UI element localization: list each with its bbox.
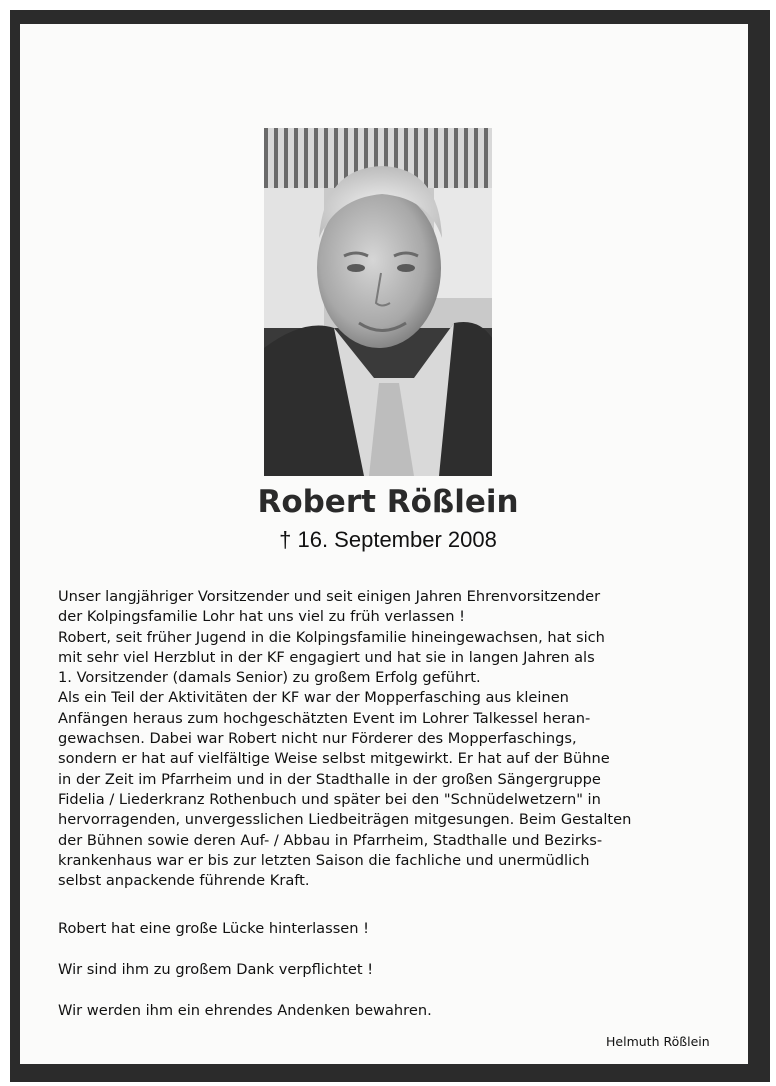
- text-line: der Bühnen sowie deren Auf- / Abbau in Pfarrheim, Stadthalle und Bezirks-: [58, 831, 603, 849]
- text-line: mit sehr viel Herzblut in der KF engagiert und hat sie in langen Jahren als: [58, 648, 595, 666]
- portrait-photo: [264, 128, 492, 476]
- closing-line-thanks: Wir sind ihm zu großem Dank verpflichtet !: [58, 961, 374, 978]
- text-line: in der Zeit im Pfarrheim und in der Stadthalle in der großen Sängergruppe: [58, 770, 601, 788]
- death-date: † 16. September 2008: [279, 527, 497, 552]
- text-line: sondern er hat auf vielfältige Weise selbst mitgewirkt. Er hat auf der Bühne: [58, 750, 610, 768]
- obituary-text: [58, 587, 738, 891]
- closing-line-gap: Robert hat eine große Lücke hinterlassen !: [58, 920, 370, 937]
- deceased-name: Robert Rößlein: [257, 484, 519, 520]
- text-line: gewachsen. Dabei war Robert nicht nur Förderer des Mopperfaschings,: [58, 730, 577, 748]
- text-line: hervorragenden, unvergesslichen Liedbeiträgen mitgesungen. Beim Gestalten: [58, 811, 632, 829]
- text-line: Unser langjähriger Vorsitzender und seit einigen Jahren Ehrenvorsitzender: [58, 588, 601, 605]
- text-line: Robert, seit früher Jugend in die Kolpingsfamilie hineingewachsen, hat sich: [58, 628, 605, 646]
- text-line: 1. Vorsitzender (damals Senior) zu großem Erfolg geführt.: [58, 669, 481, 687]
- text-line: Anfängen heraus zum hochgeschätzten Event im Lohrer Talkessel heran-: [58, 709, 591, 727]
- text-line: selbst anpackende führende Kraft.: [58, 872, 310, 890]
- text-line: Fidelia / Liederkranz Rothenbuch und später bei den "Schnüdelwetzern" in: [58, 790, 601, 808]
- text-line: der Kolpingsfamilie Lohr hat uns viel zu früh verlassen !: [58, 608, 465, 626]
- closing-line-memory: Wir werden ihm ein ehrendes Andenken bewahren.: [58, 1002, 432, 1019]
- text-line: krankenhaus war er bis zur letzten Saison die fachliche und unermüdlich: [58, 851, 590, 869]
- text-line: Als ein Teil der Aktivitäten der KF war der Mopperfasching aus kleinen: [58, 689, 569, 707]
- signature: Helmuth Rößlein: [606, 1034, 710, 1049]
